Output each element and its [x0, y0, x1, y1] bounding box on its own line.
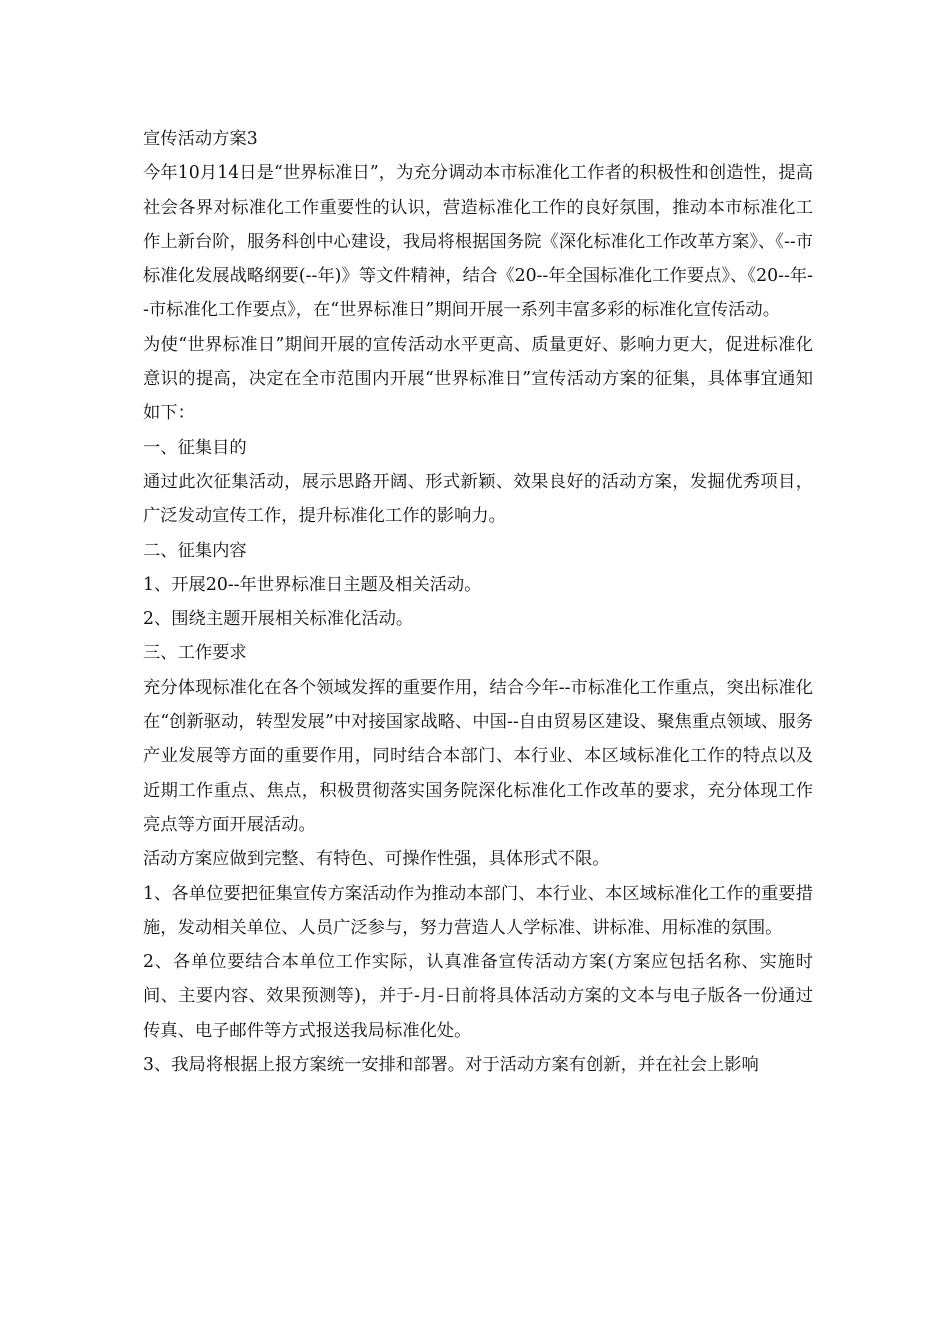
section-heading-1: 一、征集目的: [143, 437, 247, 458]
content-item-1: 1、开展20--年世界标准日主题及相关活动。: [143, 574, 482, 595]
section-1-paragraph: 通过此次征集活动，展示思路开阔、形式新颖、效果良好的活动方案，发掘优秀项目，广泛发动宣传工作，提升标准化工作的影响力。: [143, 471, 813, 527]
requirement-item-1: 1、各单位要把征集宣传方案活动作为推动本部门、本行业、本区域标准化工作的重要措施，发动相关单位、人员广泛参与，努力营造人人学标准、讲标准、用标准的氛围。: [143, 883, 813, 938]
requirement-item-2: 2、各单位要结合本单位工作实际，认真准备宣传活动方案(方案应包括名称、实施时间、主要内容、效果预测等)，并于-月-日前将具体活动方案的文本与电子版各一份通过传真、电子邮件等方式报送我局标准化处。: [143, 952, 813, 1041]
format-paragraph: 活动方案应做到完整、有特色、可操作性强，具体形式不限。: [143, 849, 610, 870]
section-heading-3: 三、工作要求: [143, 643, 247, 664]
requirements-paragraph: 充分体现标准化在各个领域发挥的重要作用，结合今年--市标准化工作重点，突出标准化在“创新驱动，转型发展”中对接国家战略、中国--自由贸易区建设、聚焦重点领域、服务产业发展等方面的重要作用，同时结合本部门、本行业、本区域标准化工作的特点以及近期工作重点、焦点，积极贯彻落实国务院深化标准化工作改革的要求，充分体现工作亮点等方面开展活动。: [143, 677, 813, 835]
purpose-paragraph: 为使“世界标准日”期间开展的宣传活动水平更高、质量更好、影响力更大，促进标准化意识的提高，决定在全市范围内开展“世界标准日”宣传活动方案的征集，具体事宜通知如下：: [143, 334, 813, 424]
section-heading-2: 二、征集内容: [143, 540, 247, 561]
document-title: 宣传活动方案3: [143, 129, 258, 149]
document-body: [143, 122, 813, 1082]
intro-paragraph: 今年10月14日是“世界标准日”，为充分调动本市标准化工作者的积极性和创造性，提高社会各界对标准化工作重要性的认识，营造标准化工作的良好氛围，推动本市标准化工作上新台阶，服务科创中心建设，我局将根据国务院《深化标准化工作改革方案》、《--市标准化发展战略纲要(--年)》等文件精神，结合《20--年全国标准化工作要点》、《20--年--市标准化工作要点》，在“世界标准日”期间开展一系列丰富多彩的标准化宣传活动。: [143, 163, 813, 321]
requirement-item-3: 3、我局将根据上报方案统一安排和部署。对于活动方案有创新，并在社会上影响: [143, 1055, 759, 1076]
content-item-2: 2、围绕主题开展相关标准化活动。: [143, 609, 414, 630]
